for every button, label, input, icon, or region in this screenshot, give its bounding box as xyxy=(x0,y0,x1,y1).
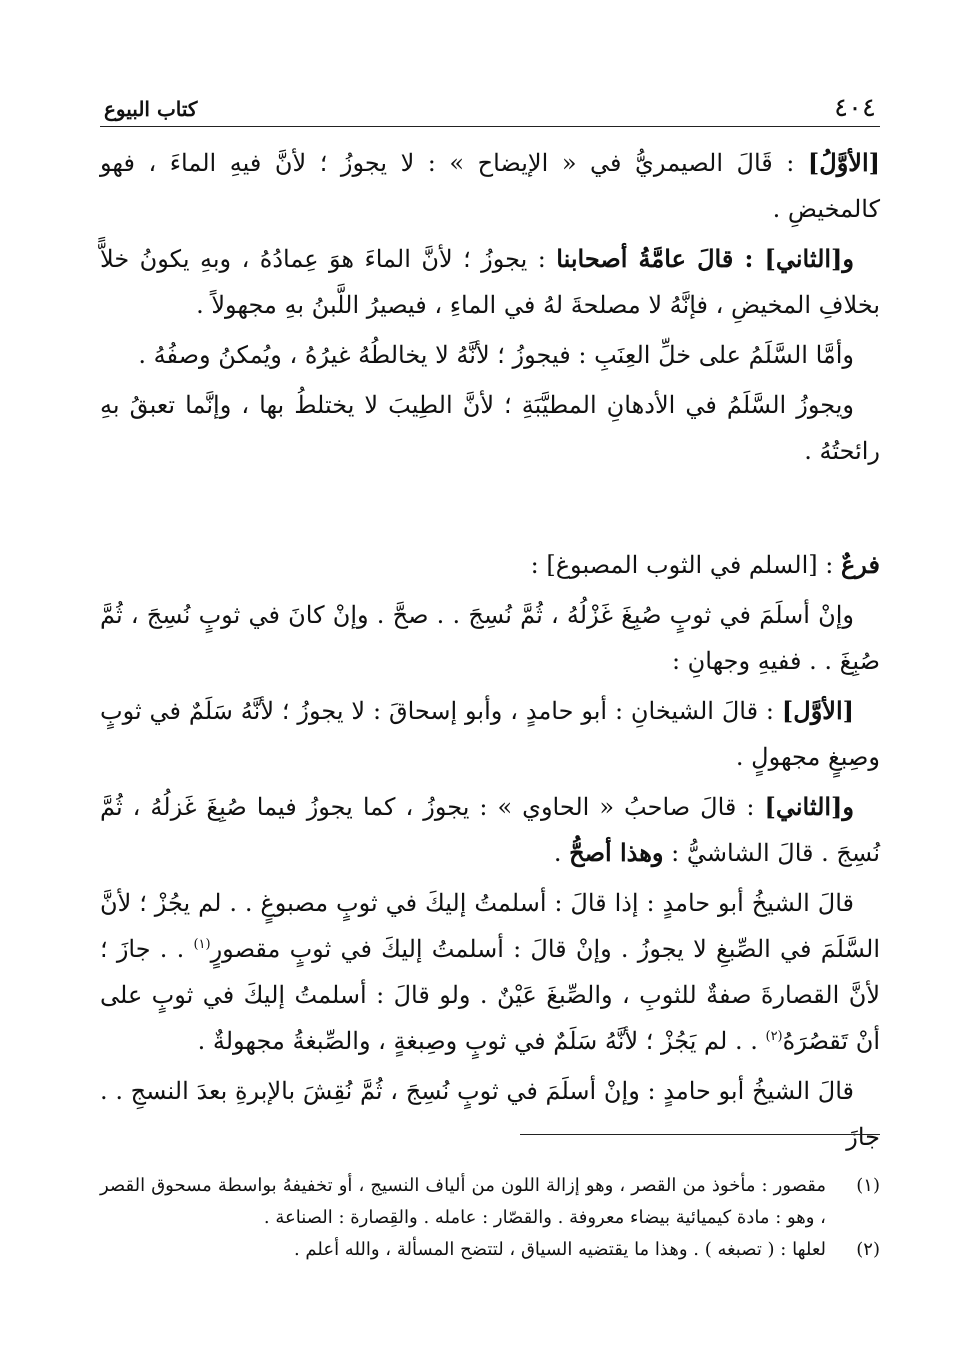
paragraph-grape-vinegar xyxy=(100,332,880,378)
section-heading xyxy=(100,542,880,588)
emphasis-text: وهذا أصحُّ xyxy=(569,838,664,867)
running-title: كتاب البيوع xyxy=(104,97,198,121)
paragraph-text: : يجوزُ ؛ لأنَّ الماءَ هوَ عِمادُهُ ، وبهِ يكونُ خلاًّ بخلافِ المخيضِ ، فإنَّهُ لا مصلحةَ لهُ في الماءِ ، فيصيرُ اللَّبنُ بهِ مجهولاً . xyxy=(100,245,880,319)
paragraph-text: : قالَ صاحبُ « الحاوي » : يجوزُ ، كما يجوزُ فيما صُبِغَ غَزلُهُ ، ثُمَّ نُسِجَ . قالَ الشاشيُّ : xyxy=(100,793,880,867)
paragraph-text: وأمَّا السَّلَمُ على خلِّ العِنَبِ : فيجوزُ ؛ لأنَّهُ لا يخالطُهُ غيرُهُ ، ويُمكنُ وصفُهُ . xyxy=(138,341,854,369)
paragraph-text: : قَالَ الصيمريُّ في « الإيضاح » : لا يجوزُ ؛ لأنَّ فيهِ الماءَ ، فهو كالمخيضِ . xyxy=(100,149,880,223)
page-header xyxy=(100,92,880,127)
footnote-divider xyxy=(520,1134,880,1135)
paragraph-first-view xyxy=(100,140,880,232)
section-gap xyxy=(100,478,880,542)
paragraph-text: ويجوزُ السَّلَمُ في الأدهانِ المطيَّبَةِ ؛ لأنَّ الطِيبَ لا يختلطُ بها ، وإنَّما تعبقُ بهِ رائحتُهُ . xyxy=(100,391,880,465)
footnotes xyxy=(100,1170,880,1266)
lead-label: و[الثاني] xyxy=(764,792,854,821)
paragraph-first-opinion xyxy=(100,688,880,780)
paragraph-text: قالَ الشيخُ أبو حامدٍ : وإنْ أسلَمَ في ثوبٍ نُسِجَ ، ثُمَّ نُقِشَ بالإبرةِ بعدَ النسجِ . . جازَ xyxy=(100,1077,880,1151)
footnote-number: (١) xyxy=(856,1175,880,1196)
paragraph-dyed-cloth xyxy=(100,592,880,684)
paragraph-text: : قالَ الشيخانِ : أبو حامدٍ ، وأبو إسحاقَ : لا يجوزُ ؛ لأنَّهُ سَلَمٌ في ثوبٍ وصِبغٍ مجهولٍ . xyxy=(100,697,880,771)
page-number: ٤٠٤ xyxy=(834,93,876,123)
paragraph-text: قالَ الشيخُ أبو حامدٍ : إذا قالَ : أسلمتُ إليكَ في ثوبٍ مصبوغٍ . . لم يجُزْ ؛ لأنَّ السَّلَمَ في الصِّبغِ لا يجوزُ . وإنْ قالَ : أسلمتُ إليكَ في ثوبٍ مقصورٍ xyxy=(100,889,881,963)
paragraph-second-opinion xyxy=(100,784,880,876)
lead-label: [الأوَّل] xyxy=(781,696,854,725)
lead-label: [الأوَّلُ] xyxy=(807,148,880,177)
book-page xyxy=(100,0,880,1367)
paragraph-embroidery xyxy=(100,1068,880,1160)
footnote-2 xyxy=(100,1234,880,1266)
paragraph-second-view xyxy=(100,236,880,328)
footnote-text: لعلها : ( تصبغه ) . وهذا ما يقتضيه السياق ، لتتضح المسألة ، والله أعلم . xyxy=(293,1239,826,1260)
footnote-ref-2[interactable]: (٢) xyxy=(765,1029,783,1044)
lead-label: و[الثاني] : قالَ عامَّةُ أصحابنا xyxy=(556,244,854,273)
main-text xyxy=(100,140,880,1164)
paragraph-end: . xyxy=(553,839,570,867)
paragraph-perfumed-oils xyxy=(100,382,880,474)
footnote-text: مقصور : مأخوذ من القصر ، وهو إزالة اللون من ألياف النسيج ، أو تخفيفهُ بواسطة مسحوق القصر ، وهو : مادة كيميائية بيضاء معروفة . والقصّار : عامله . والقِصارة : الصناعة . xyxy=(100,1175,826,1228)
paragraph-abu-hamid xyxy=(100,880,880,1064)
paragraph-text: وإنْ أسلَمَ في ثوبٍ صُبِغَ غَزْلُهُ ، ثُمَّ نُسِجَ . . صحَّ . وإنْ كانَ في ثوبٍ نُسِجَ ، ثُمَّ صُبِغَ . . ففيهِ وجهانِ : xyxy=(100,601,880,675)
paragraph-text: . . جازَ ؛ لأنَّ القصارةَ صفةٌ للثوبِ ، والصِّبغَ عَيْنٌ . ولو قالَ : أسلمتُ إليكَ في ثوبٍ على أنْ تَقصُرَهُ xyxy=(100,935,880,1055)
footnote-1 xyxy=(100,1170,880,1234)
section-heading-title: : [السلم في الثوب المصبوغ] : xyxy=(530,551,841,579)
section-heading-label: فرعٌ xyxy=(840,550,880,579)
footnote-number: (٢) xyxy=(856,1239,880,1260)
footnote-ref-1[interactable]: (١) xyxy=(193,937,211,952)
paragraph-text: . . لم يَجُزْ ؛ لأنَّهُ سَلَمٌ في ثوبٍ وصِبغةٍ ، والصِّبغةُ مجهولةٌ . xyxy=(197,1027,766,1055)
